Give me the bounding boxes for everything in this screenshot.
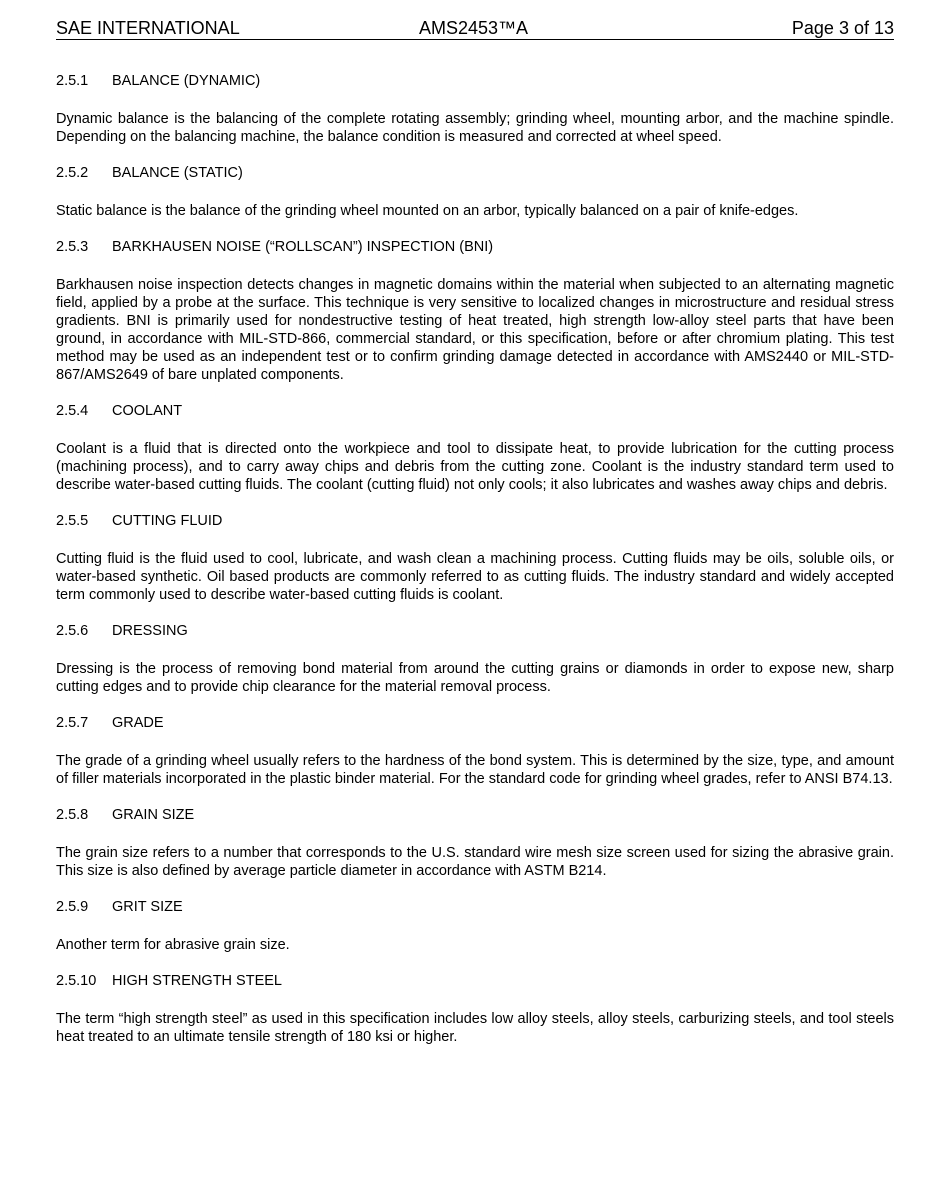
- section-heading: [56, 165, 894, 182]
- section-number: 2.5.2: [56, 165, 89, 181]
- section-title: HIGH STRENGTH STEEL: [112, 973, 282, 989]
- section-heading: [56, 513, 894, 530]
- section-number: 2.5.4: [56, 403, 89, 419]
- section-paragraph: Cutting fluid is the fluid used to cool, lubricate, and wash clean a machining process. Cutting fluids may be oils, soluble oils, or water-based synthetic. Oil based products are commonly referred to as cutting fluids. The industry standard and widely accepted term commonly used to describe water-based cutting fluids is coolant.: [56, 551, 894, 603]
- section-number: 2.5.9: [56, 899, 89, 915]
- section-number: 2.5.8: [56, 807, 89, 823]
- document-body: [56, 40, 894, 1046]
- section-paragraph: Static balance is the balance of the grinding wheel mounted on an arbor, typically balanced on a pair of knife-edges.: [56, 203, 799, 219]
- section-paragraph: Coolant is a fluid that is directed onto the workpiece and tool to dissipate heat, to provide lubrication for the cutting process (machining process), and to carry away chips and debris from the cutting zone. Coolant is the industry standard term used to describe water-based cutting fluids. The coolant (cutting fluid) not only cools; it also lubricates and washes away chips and debris.: [56, 441, 894, 493]
- section-title: GRAIN SIZE: [112, 807, 195, 823]
- section-paragraph: Dressing is the process of removing bond material from around the cutting grains or diamonds in order to expose new, sharp cutting edges and to provide chip clearance for the material removal process.: [56, 661, 894, 695]
- section-paragraph: The grain size refers to a number that corresponds to the U.S. standard wire mesh size screen used for sizing the abrasive grain. This size is also defined by average particle diameter in accordance with ASTM B214.: [56, 845, 894, 879]
- section-number: 2.5.10: [56, 973, 97, 989]
- section-title: GRIT SIZE: [112, 899, 183, 915]
- section-title: BARKHAUSEN NOISE (“ROLLSCAN”) INSPECTION (BNI): [112, 239, 494, 255]
- section-title: BALANCE (STATIC): [112, 165, 243, 181]
- section-number: 2.5.7: [56, 715, 89, 731]
- section-number: 2.5.1: [56, 73, 89, 89]
- section-paragraph: Dynamic balance is the balancing of the complete rotating assembly; grinding wheel, mounting arbor, and the machine spindle. Depending on the balancing machine, the balance condition is measured and corrected at wheel speed.: [56, 111, 894, 145]
- section-title: GRADE: [112, 715, 164, 731]
- section-heading: [56, 807, 894, 824]
- header-doc-id: AMS2453™A: [419, 18, 529, 38]
- section-heading: [56, 623, 894, 640]
- section-heading: [56, 403, 894, 420]
- document-page: [56, 0, 894, 1046]
- section-heading: [56, 899, 894, 916]
- section-title: BALANCE (DYNAMIC): [112, 73, 261, 89]
- section-title: DRESSING: [112, 623, 188, 639]
- section-title: CUTTING FLUID: [112, 513, 223, 529]
- header-org: SAE INTERNATIONAL: [56, 18, 240, 38]
- section-heading: [56, 715, 894, 732]
- section-title: COOLANT: [112, 403, 183, 419]
- section-heading: [56, 73, 894, 90]
- section-number: 2.5.5: [56, 513, 89, 529]
- header-page-number: Page 3 of 13: [791, 18, 894, 38]
- section-number: 2.5.6: [56, 623, 89, 639]
- section-heading: [56, 973, 894, 990]
- section-paragraph: The grade of a grinding wheel usually refers to the hardness of the bond system. This is determined by the size, type, and amount of filler materials incorporated in the plastic binder material. For the standard code for grinding wheel grades, refer to ANSI B74.13.: [56, 753, 894, 787]
- section-paragraph: The term “high strength steel” as used in this specification includes low alloy steels, alloy steels, carburizing steels, and tool steels heat treated to an ultimate tensile strength of 180 ksi or higher.: [56, 1011, 894, 1045]
- section-number: 2.5.3: [56, 239, 89, 255]
- section-heading: [56, 239, 894, 256]
- section-paragraph: Barkhausen noise inspection detects changes in magnetic domains within the material when subjected to an alternating magnetic field, applied by a probe at the surface. This technique is very sensitive to localized changes in microstructure and residual stress gradients. BNI is primarily used for nondestructive testing of heat treated, high strength low-alloy steel parts that have been ground, in accordance with MIL-STD-866, commercial standard, or this specification, before or after chromium plating. This test method may be used as an independent test or to confirm grinding damage detected in accordance with AMS2440 or MIL-STD-867/AMS2649 of bare unplated components.: [56, 277, 894, 383]
- section-paragraph: Another term for abrasive grain size.: [56, 937, 290, 953]
- page-header: [56, 0, 894, 40]
